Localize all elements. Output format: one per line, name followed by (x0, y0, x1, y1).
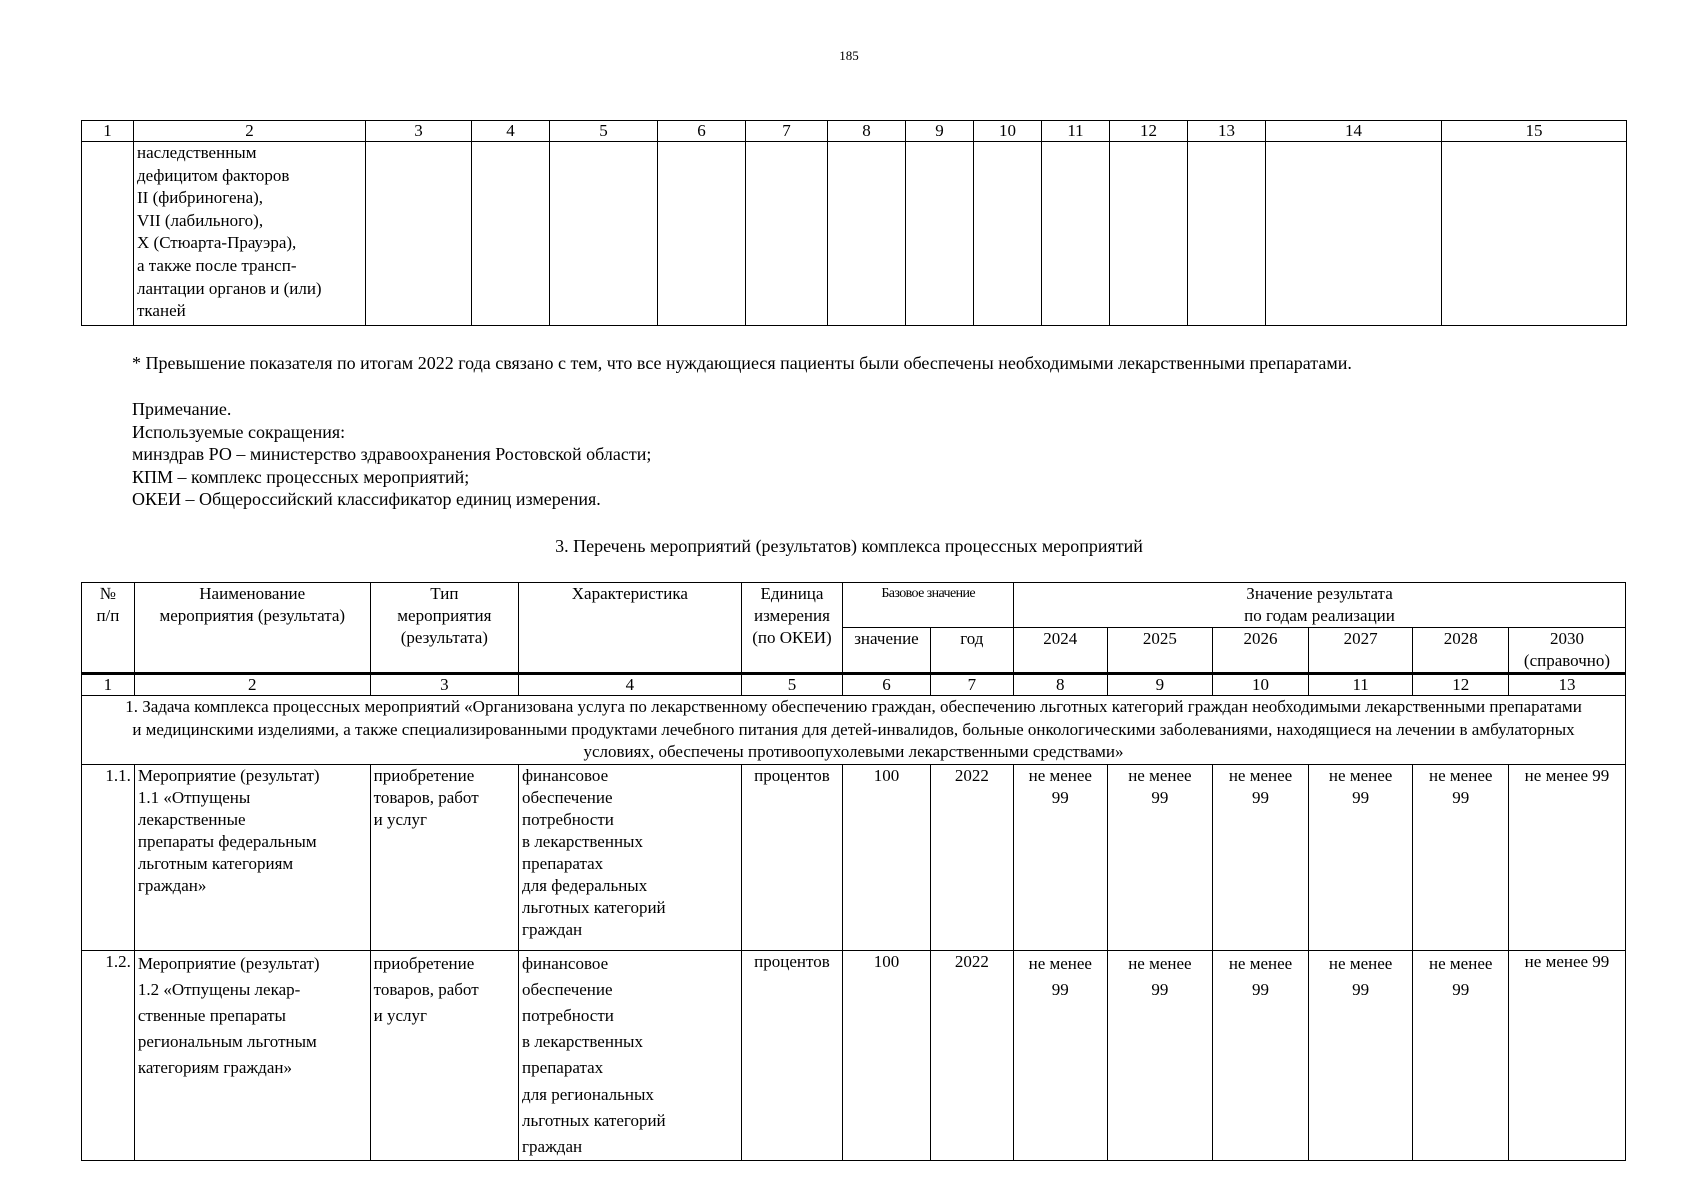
col-number: 1 (82, 674, 135, 696)
col-number: 1 (82, 121, 134, 142)
row-year-value: не менее 99 (1213, 764, 1309, 950)
col-number: 12 (1413, 674, 1509, 696)
header-row (82, 583, 1626, 628)
col-number: 7 (746, 121, 828, 142)
notes-heading: Примечание. (132, 399, 232, 419)
col-number: 8 (1014, 674, 1108, 696)
header-year: 2030 (справочно) (1509, 628, 1626, 674)
header-result-values: Значение результата по годам реализации (1014, 583, 1626, 628)
table-row (82, 142, 1627, 326)
page-number: 185 (839, 48, 859, 63)
col-number: 3 (366, 121, 472, 142)
col-number: 15 (1442, 121, 1627, 142)
col-number: 5 (550, 121, 658, 142)
header-year: 2026 (1213, 628, 1309, 674)
abbreviation-item: КПМ – комплекс процессных мероприятий; (132, 466, 470, 487)
col-number: 8 (828, 121, 906, 142)
row-name: Мероприятие (результат) 1.2 «Отпущены лекар- ственные препараты региональным льготным категориям граждан» (134, 950, 370, 1161)
abbreviation-item: минздрав РО – министерство здравоохранения Ростовской области; (132, 444, 652, 464)
measures-table (81, 582, 1626, 1161)
notes-block (132, 398, 651, 511)
row-type: приобретение товаров, работ и услуг (370, 950, 518, 1161)
row-base-year: 2022 (930, 950, 1013, 1161)
header-number: № п/п (82, 583, 135, 674)
row-year-value: не менее 99 (1213, 950, 1309, 1161)
row-unit: процентов (741, 950, 843, 1161)
row-year-value: не менее 99 (1308, 950, 1413, 1161)
col-number: 11 (1042, 121, 1110, 142)
col-number: 2 (134, 121, 366, 142)
footnote: * Превышение показателя по итогам 2022 года связано с тем, что все нуждающиеся пациенты были обеспечены необходимыми лекарственными препаратами. (132, 353, 1352, 373)
col-number: 6 (658, 121, 746, 142)
header-name: Наименование мероприятия (результата) (134, 583, 370, 674)
col-number: 9 (906, 121, 974, 142)
header-type: Тип мероприятия (результата) (370, 583, 518, 674)
row-description: наследственным дефицитом факторов II (фибриногена), VII (лабильного), X (Стюарта-Прауэра), а также после трансп- лантации органов и (или) тканей (134, 142, 366, 326)
row-base-value: 100 (843, 950, 930, 1161)
header-year: 2027 (1308, 628, 1413, 674)
column-number-row (82, 674, 1626, 696)
row-type: приобретение товаров, работ и услуг (370, 764, 518, 950)
row-base-value: 100 (843, 764, 930, 950)
abbreviation-item: ОКЕИ – Общероссийский классификатор единиц измерения. (132, 489, 601, 509)
row-year-value: не менее 99 (1413, 764, 1509, 950)
row-year-value: не менее 99 (1014, 764, 1108, 950)
col-number: 3 (370, 674, 518, 696)
section-title: 3. Перечень мероприятий (результатов) комплекса процессных мероприятий (555, 536, 1143, 556)
col-number: 2 (134, 674, 370, 696)
column-number-row (82, 121, 1627, 142)
header-base-year: год (930, 628, 1013, 674)
col-number: 6 (843, 674, 930, 696)
col-number: 13 (1188, 121, 1266, 142)
col-number: 10 (974, 121, 1042, 142)
row-characteristic: финансовое обеспечение потребности в лекарственных препаратах для федеральных льготных категорий граждан (519, 764, 742, 950)
row-base-year: 2022 (930, 764, 1013, 950)
task-row (82, 696, 1626, 765)
col-number: 9 (1107, 674, 1213, 696)
col-number: 12 (1110, 121, 1188, 142)
col-number: 13 (1509, 674, 1626, 696)
row-number: 1.2. (82, 950, 135, 1161)
col-number: 7 (930, 674, 1013, 696)
table-row (82, 764, 1626, 950)
continuation-table (81, 120, 1627, 326)
row-year-value: не менее 99 (1509, 764, 1626, 950)
col-number: 4 (519, 674, 742, 696)
row-year-value: не менее 99 (1413, 950, 1509, 1161)
header-unit: Единица измерения (по ОКЕИ) (741, 583, 843, 674)
col-number: 4 (472, 121, 550, 142)
task-description: 1. Задача комплекса процессных мероприятий «Организована услуга по лекарственному обеспечению граждан, обеспечению льготных категорий граждан необходимыми лекарственными препаратами и медицинскими изделиями, а также специализированными продуктами лечебного питания для детей-инвалидов, больные онкологическими заболеваниями, находящиеся на лечении в амбулаторных условиях, обеспечены противоопухолевыми лекарственными средствами» (82, 696, 1626, 765)
row-name: Мероприятие (результат) 1.1 «Отпущены лекарственные препараты федеральным льготным категориям граждан» (134, 764, 370, 950)
header-base-value: Базовое значение (843, 583, 1014, 628)
header-base-number: значение (843, 628, 930, 674)
col-number: 10 (1213, 674, 1309, 696)
row-year-value: не менее 99 (1308, 764, 1413, 950)
row-year-value: не менее 99 (1107, 764, 1213, 950)
row-number: 1.1. (82, 764, 135, 950)
header-characteristic: Характеристика (519, 583, 742, 674)
row-year-value: не менее 99 (1509, 950, 1626, 1161)
col-number: 5 (741, 674, 843, 696)
header-year: 2028 (1413, 628, 1509, 674)
table-row (82, 950, 1626, 1161)
col-number: 11 (1308, 674, 1413, 696)
row-characteristic: финансовое обеспечение потребности в лекарственных препаратах для региональных льготных категорий граждан (519, 950, 742, 1161)
header-year: 2025 (1107, 628, 1213, 674)
header-year: 2024 (1014, 628, 1108, 674)
row-unit: процентов (741, 764, 843, 950)
row-year-value: не менее 99 (1014, 950, 1108, 1161)
abbreviations-heading: Используемые сокращения: (132, 421, 346, 442)
row-year-value: не менее 99 (1107, 950, 1213, 1161)
col-number: 14 (1266, 121, 1442, 142)
